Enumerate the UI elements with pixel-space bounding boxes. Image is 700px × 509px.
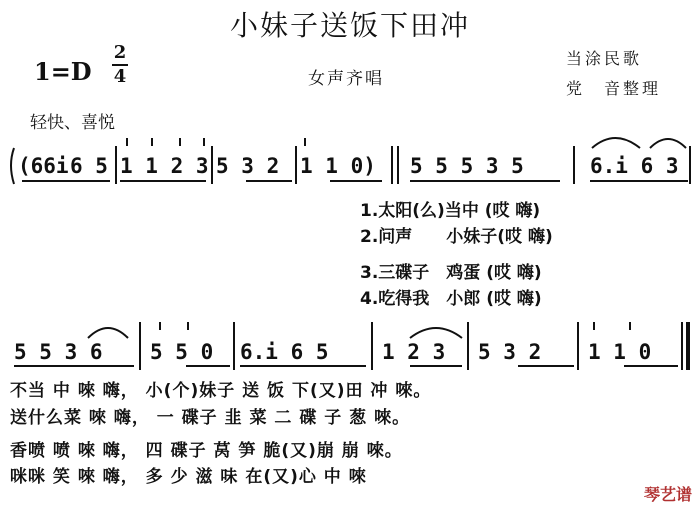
slur <box>592 138 640 148</box>
row1-group-3: 1 1 2 3 <box>120 154 209 178</box>
key-signature: 1=D <box>34 57 92 86</box>
row1-group-1: (66i <box>18 154 69 178</box>
row2-group-5: 5 3 2 <box>478 340 542 364</box>
row1-group-2: 6 5 <box>70 154 108 178</box>
verse-3-intro: 3.三碟子 鸡蛋 (哎 嗨) <box>360 263 542 283</box>
lyric-line-2: 送什么菜 唻 嗨， 一 碟子 韭 菜 二 碟 子 葱 唻。 <box>10 408 411 428</box>
credit-origin: 当涂民歌 <box>566 49 643 68</box>
verse-1-intro: 1.太阳(么)当中 (哎 嗨) <box>360 201 541 221</box>
lyric-line-4: 咪咪 笑 唻 嗨， 多 少 滋 味 在(又)心 中 唻 <box>10 467 367 487</box>
watermark-logo: 琴艺谱 <box>643 485 692 504</box>
verse-2-intro: 2.问声 小妹子(哎 嗨) <box>360 227 553 247</box>
row2-group-2: 5 5 0 <box>150 340 214 364</box>
row1-group-7: 6.i 6 3 <box>590 154 679 178</box>
lyric-line-3: 香喷 喷 唻 嗨， 四 碟子 莴 笋 脆(又)崩 崩 唻。 <box>10 441 403 461</box>
credit-arranger: 党 音整理 <box>566 79 662 98</box>
meter-bottom: 4 <box>113 66 127 87</box>
row1-group-4: 5 3 2 <box>216 154 280 178</box>
performance-note: 女声齐唱 <box>308 69 384 89</box>
row2-group-6: 1 1 0 <box>588 340 652 364</box>
lyric-line-1: 不当 中 唻 嗨， 小(个)妹子 送 饭 下(又)田 冲 唻。 <box>10 381 432 401</box>
row2-group-4: 1 2 3 <box>382 340 446 364</box>
row2-group-3: 6.i 6 5 <box>240 340 329 364</box>
tempo-marking: 轻快、喜悦 <box>30 113 115 133</box>
slur <box>650 139 686 148</box>
row1-group-5: 1 1 0) <box>300 154 376 178</box>
row1-group-6: 5 5 5 3 5 <box>410 154 524 178</box>
row2-group-1: 5 5 3 6 <box>14 340 103 364</box>
song-title: 小妹子送饭下田冲 <box>229 9 470 42</box>
slur <box>410 328 462 338</box>
meter-top: 2 <box>113 42 127 63</box>
bracket <box>11 148 14 184</box>
slur <box>88 328 128 338</box>
verse-4-intro: 4.吃得我 小郎 (哎 嗨) <box>360 289 542 309</box>
